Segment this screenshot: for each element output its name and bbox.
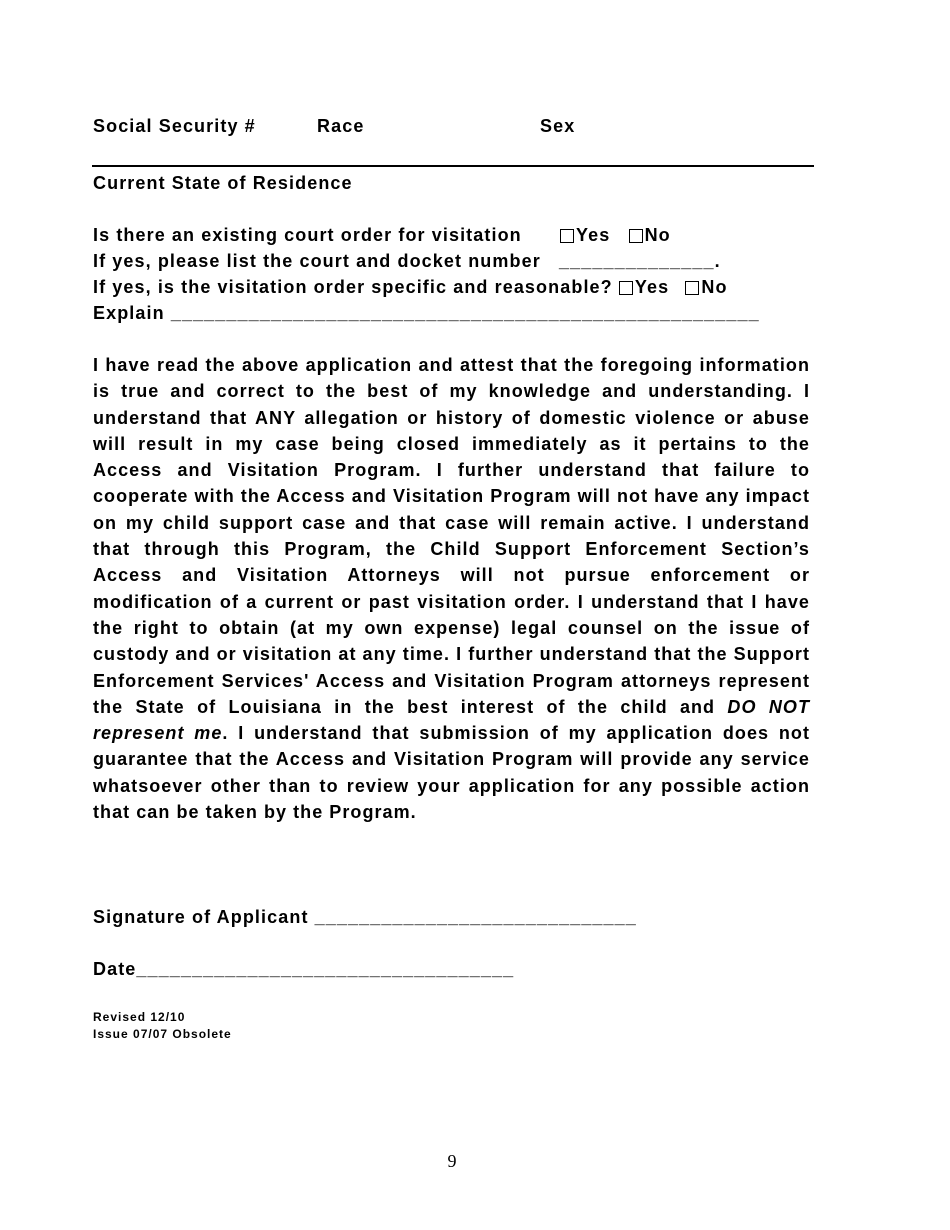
docket-blank[interactable]: ______________. bbox=[559, 251, 721, 271]
attestation-paragraph bbox=[93, 352, 810, 825]
docket-question bbox=[93, 251, 721, 272]
court-order-yes-checkbox[interactable] bbox=[560, 229, 574, 243]
court-order-yes-label: Yes bbox=[576, 225, 611, 245]
signature-line bbox=[93, 907, 637, 928]
reasonable-question bbox=[93, 277, 728, 298]
header-divider bbox=[92, 165, 814, 167]
explain-question bbox=[93, 303, 760, 324]
signature-blank[interactable]: _____________________________ bbox=[314, 907, 637, 927]
obsolete-note: Issue 07/07 Obsolete bbox=[93, 1027, 232, 1041]
attestation-part1: I have read the above application and attest that the foregoing information is true and correct to the best of my knowledge and understanding. I understand that ANY allegation or history of domestic violence or abuse will result in my case being closed immediately as it pertains to the Access and Visitation Program. I further understand that failure to cooperate with the Access and Visitation Program will not have any impact on my child support case and that case will remain active. I understand that through this Program, the Child Support Enforcement Section’s Access and Visitation Attorneys will not pursue enforcement or modification of a current or past visitation order. I understand that I have the right to obtain (at my own expense) legal counsel on the issue of custody and or visitation at any time. I further understand that the Support Enforcement Services' Access and Visitation Program attorneys represent the State of Louisiana in the best interest of the child and bbox=[93, 355, 810, 717]
revised-note: Revised 12/10 bbox=[93, 1010, 186, 1024]
docket-text: If yes, please list the court and docket number bbox=[93, 251, 541, 271]
court-order-text: Is there an existing court order for visitation bbox=[93, 225, 522, 245]
court-order-question bbox=[93, 225, 671, 246]
reasonable-yes-label: Yes bbox=[634, 277, 670, 297]
explain-blank[interactable]: _____________________________________________________ bbox=[170, 303, 760, 323]
race-label: Race bbox=[317, 116, 365, 136]
attestation-emphasis: DO NOT represent me bbox=[93, 696, 810, 744]
date-line bbox=[93, 959, 514, 980]
ssn-label: Social Security # bbox=[93, 116, 256, 136]
attestation-part2: . I understand that submission of my application does not guarantee that the Access and Visitation Program will provide any service whatsoever other than to review your application for any possible action that can be taken by the Program. bbox=[93, 723, 810, 823]
court-order-no-label: No bbox=[644, 225, 671, 245]
reasonable-no-label: No bbox=[701, 277, 728, 297]
reasonable-yes-checkbox[interactable] bbox=[619, 281, 633, 295]
page-number: 9 bbox=[447, 1151, 457, 1171]
sex-label: Sex bbox=[540, 116, 576, 136]
signature-label: Signature of Applicant bbox=[93, 907, 309, 927]
date-label: Date bbox=[93, 959, 137, 979]
date-blank[interactable]: __________________________________ bbox=[136, 959, 515, 979]
residence-label: Current State of Residence bbox=[93, 173, 353, 193]
explain-text: Explain bbox=[93, 303, 165, 323]
reasonable-no-checkbox[interactable] bbox=[685, 281, 699, 295]
court-order-no-checkbox[interactable] bbox=[629, 229, 643, 243]
reasonable-text: If yes, is the visitation order specific and reasonable? bbox=[93, 277, 613, 297]
